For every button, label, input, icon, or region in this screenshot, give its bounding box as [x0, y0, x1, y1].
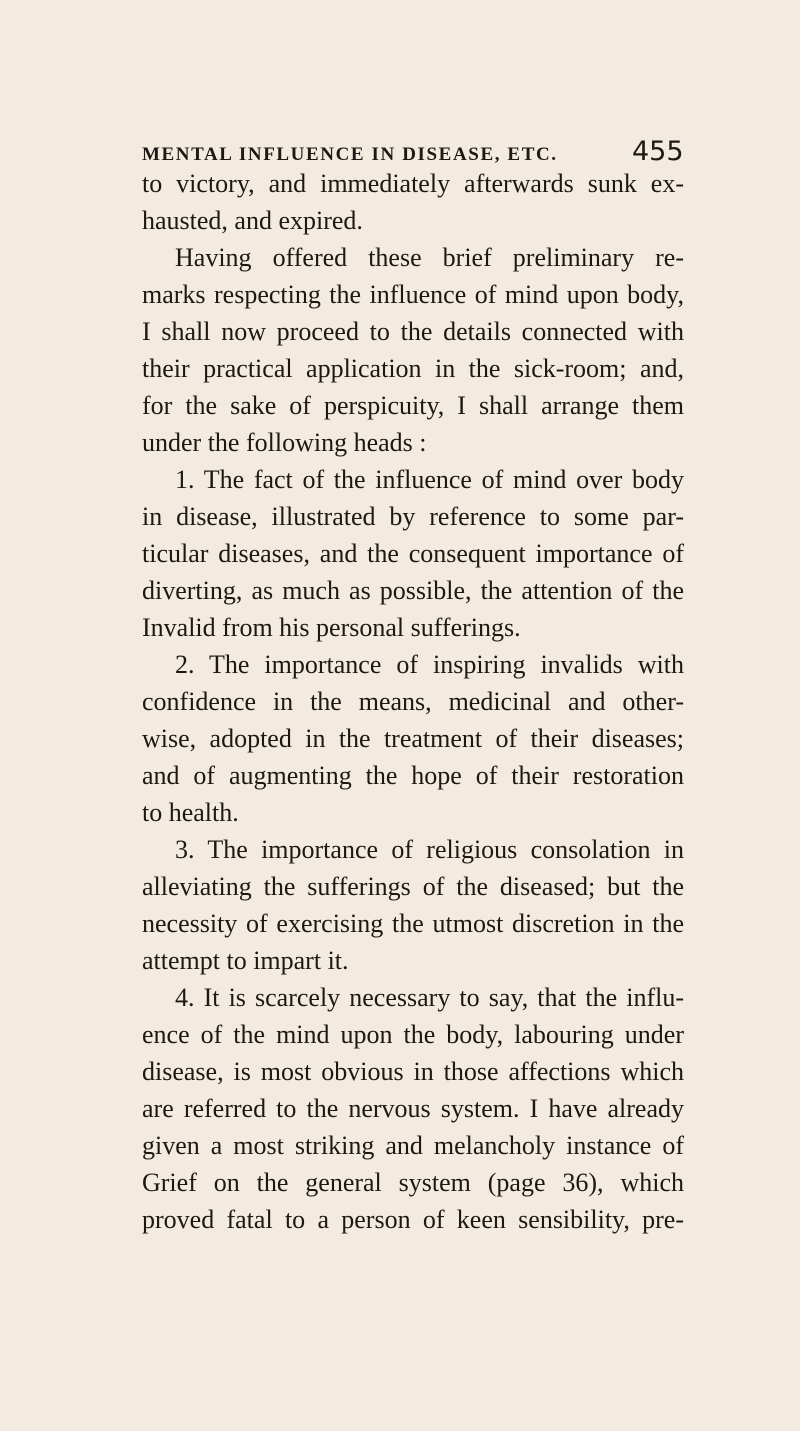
text-line: ence of the mind upon the body, labouring under: [142, 1020, 684, 1049]
text-line: proved fatal to a person of keen sensibility, pre-: [142, 1205, 684, 1234]
text-line: under the following heads :: [142, 428, 427, 457]
text-line: for the sake of perspicuity, I shall arrange them: [142, 391, 684, 420]
text-line: Grief on the general system (page 36), which: [142, 1168, 684, 1197]
text-line: marks respecting the influence of mind upon body,: [142, 280, 684, 309]
text-line: Invalid from his personal sufferings.: [142, 613, 521, 642]
text-line: necessity of exercising the utmost discretion in the: [142, 909, 684, 938]
text-line: Having offered these brief preliminary re-: [175, 243, 684, 272]
text-line: hausted, and expired.: [142, 206, 363, 235]
text-line: are referred to the nervous system. I have already: [142, 1094, 684, 1123]
text-line: 4. It is scarcely necessary to say, that the influ-: [175, 983, 684, 1012]
running-head: MENTAL INFLUENCE IN DISEASE, ETC.: [142, 144, 558, 165]
page-header: [0, 106, 800, 166]
text-line: in disease, illustrated by reference to some par-: [142, 502, 684, 531]
text-line: alleviating the sufferings of the diseased; but the: [142, 872, 684, 901]
text-line: attempt to impart it.: [142, 946, 349, 975]
text-line: their practical application in the sick-room; and,: [142, 354, 684, 383]
text-line: to victory, and immediately afterwards sunk ex-: [142, 169, 684, 198]
text-line: to health.: [142, 798, 239, 827]
text-line: confidence in the means, medicinal and other-: [142, 687, 684, 716]
text-line: 2. The importance of inspiring invalids with: [175, 650, 684, 679]
text-line: given a most striking and melancholy instance of: [142, 1131, 684, 1160]
text-line: diverting, as much as possible, the attention of the: [142, 576, 684, 605]
text-line: ticular diseases, and the consequent importance of: [142, 539, 684, 568]
text-line: 1. The fact of the influence of mind over body: [175, 465, 684, 494]
text-line: I shall now proceed to the details connected with: [142, 317, 684, 346]
text-line: 3. The importance of religious consolation in: [175, 835, 684, 864]
text-line: wise, adopted in the treatment of their diseases;: [142, 724, 684, 753]
text-line: and of augmenting the hope of their restoration: [142, 761, 684, 790]
text-line: disease, is most obvious in those affections which: [142, 1057, 684, 1086]
page-number: 455: [632, 136, 684, 167]
